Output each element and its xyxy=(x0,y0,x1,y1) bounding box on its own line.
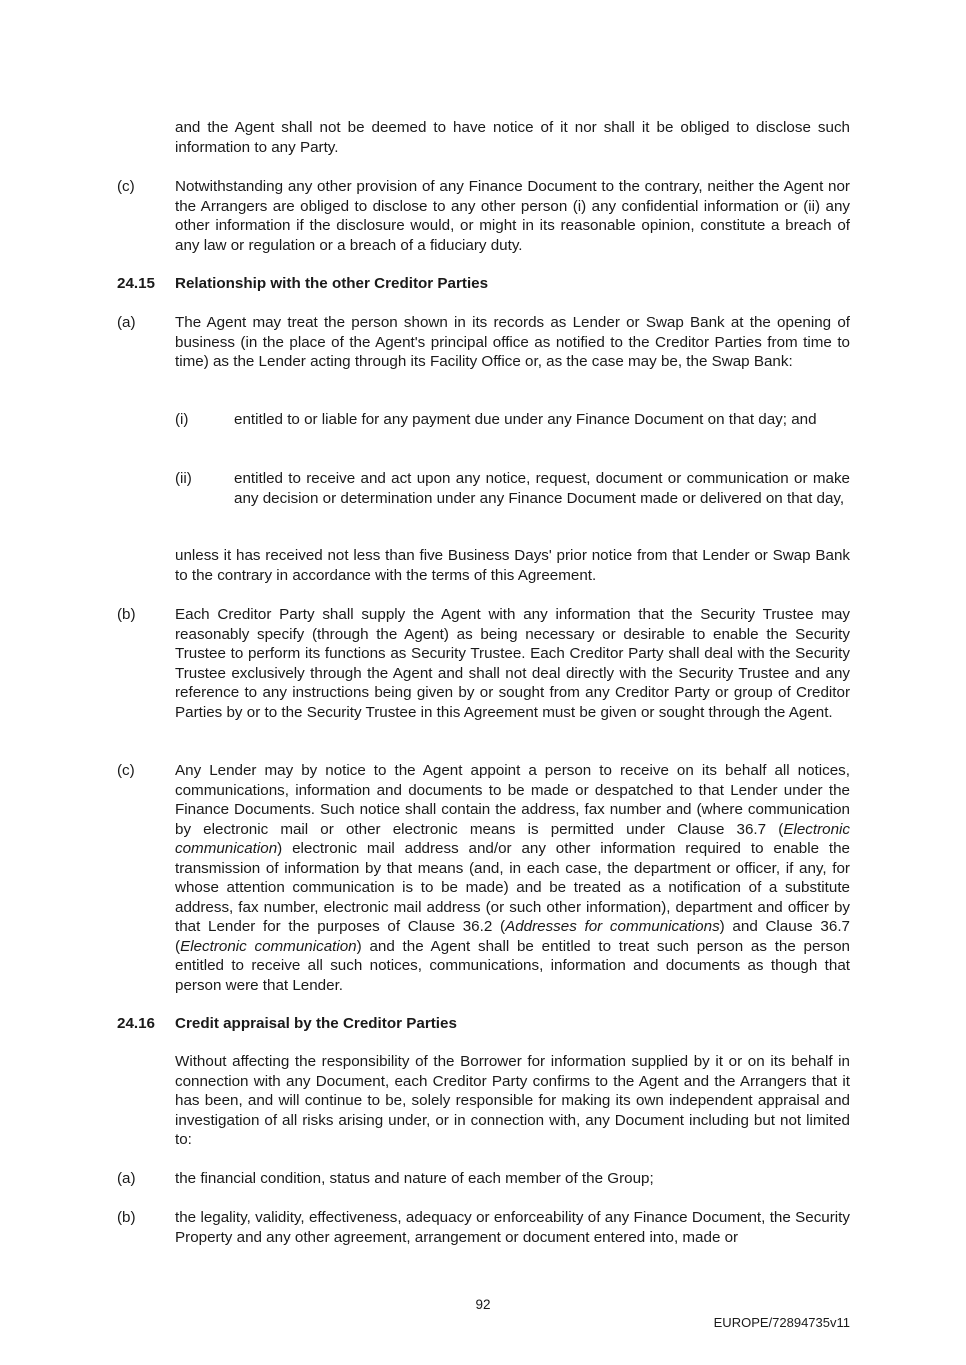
clause-label-c-2: (c) xyxy=(117,762,135,779)
section-number-24-16: 24.16 xyxy=(117,1015,156,1032)
sub-clause-label-ii: (ii) xyxy=(175,470,192,487)
clause-ref-addresses: Addresses for communications xyxy=(505,918,720,935)
clause-a-2-text: the financial condition, status and nature of each member of the Group; xyxy=(175,1170,654,1187)
sub-clause-i-text: entitled to or liable for any payment due under any Finance Document on that day; and xyxy=(234,411,817,428)
section-number-24-15: 24.15 xyxy=(117,275,156,292)
clause-a-tail: unless it has received not less than five Business Days' prior notice from that Lender or Swap Bank to the contrary in accordance with the terms of this Agreement. xyxy=(175,547,850,584)
sub-clause-label-i: (i) xyxy=(175,411,189,428)
clause-label-b: (b) xyxy=(117,606,136,623)
clause-label-a-2: (a) xyxy=(117,1170,136,1187)
clause-b-2-text: the legality, validity, effectiveness, adequacy or enforceability of any Finance Document, the Security Property and any other agreement, arrangement or document entered into, made or xyxy=(175,1209,850,1246)
clause-ref-electronic-communication: Electronic communication xyxy=(175,820,850,857)
clause-a-text: The Agent may treat the person shown in its records as Lender or Swap Bank at the opening of business (in the place of the Agent's principal office as notified to the Creditor Parties from time to time) as the Lender acting through its Facility Office or, as the case may be, the Swap Bank: xyxy=(175,314,850,370)
clause-label-c: (c) xyxy=(117,178,135,195)
document-reference: EUROPE/72894735v11 xyxy=(713,1315,850,1330)
page-number: 92 xyxy=(475,1297,491,1312)
clause-label-a: (a) xyxy=(117,314,136,331)
section-24-16-intro: Without affecting the responsibility of the Borrower for information supplied by it or on its behalf in connection with any Document, each Creditor Party confirms to the Agent and the Arrangers that it has been, and will continue to be, solely responsible for making its own independent appraisal and investigation of all risks arising under, or in connection with, any Document including but not limited to: xyxy=(175,1053,850,1148)
section-title-24-16: Credit appraisal by the Creditor Parties xyxy=(175,1015,457,1032)
clause-c-text: Notwithstanding any other provision of any Finance Document to the contrary, neither the Agent nor the Arrangers are obliged to disclose to any other person (i) any confidential information or (ii) any other information if the disclosure would, or might in its reasonable opinion, constitute a breach of any law or regulation or a breach of a fiduciary duty. xyxy=(175,178,850,254)
clause-b-text: Each Creditor Party shall supply the Agent with any information that the Security Trustee may reasonably specify (through the Agent) as being necessary or desirable to enable the Security Trustee to perform its functions as Security Trustee. Each Creditor Party shall deal with the Security Trustee exclusively through the Agent and shall not deal directly with the Security Trustee and any reference to any instructions being given by or sought from any Creditor Party or group of Creditor Parties by or to the Security Trustee in this Agreement must be given or sought through the Agent. xyxy=(175,606,850,721)
clause-label-b-2: (b) xyxy=(117,1209,136,1226)
continuation-paragraph: and the Agent shall not be deemed to have notice of it nor shall it be obliged to disclose such information to any Party. xyxy=(175,119,850,156)
sub-clause-ii-text: entitled to receive and act upon any notice, request, document or communication or make any decision or determination under any Finance Document made or delivered on that day, xyxy=(234,470,850,507)
section-title-24-15: Relationship with the other Creditor Parties xyxy=(175,275,489,292)
clause-ref-electronic-communication-2: Electronic communication xyxy=(180,937,357,955)
clause-c-2-text: Any Lender may by notice to the Agent appoint a person to receive on its behalf all notices, communications, information and documents to be made or despatched to that Lender under the Finance Documents. Such notice shall contain the address, fax number and (where communication by electronic mail or other electronic means is permitted under Clause 36.7 (Electronic communication) electronic mail address and/or any other information required to enable the transmission of information by that means (and, in each case, the department or officer, if any, for whose attention communication is to be made) and be treated as a notification of a substitute address, fax number, electronic mail address (or such other information), department and officer by that Lender for the purposes of Clause 36.2 (Addresses for communications) and Clause 36.7 (Electronic communication) and the Agent shall be entitled to treat such person as the person entitled to receive all such notices, communications, information and documents as though that person were that Lender. xyxy=(175,762,850,994)
